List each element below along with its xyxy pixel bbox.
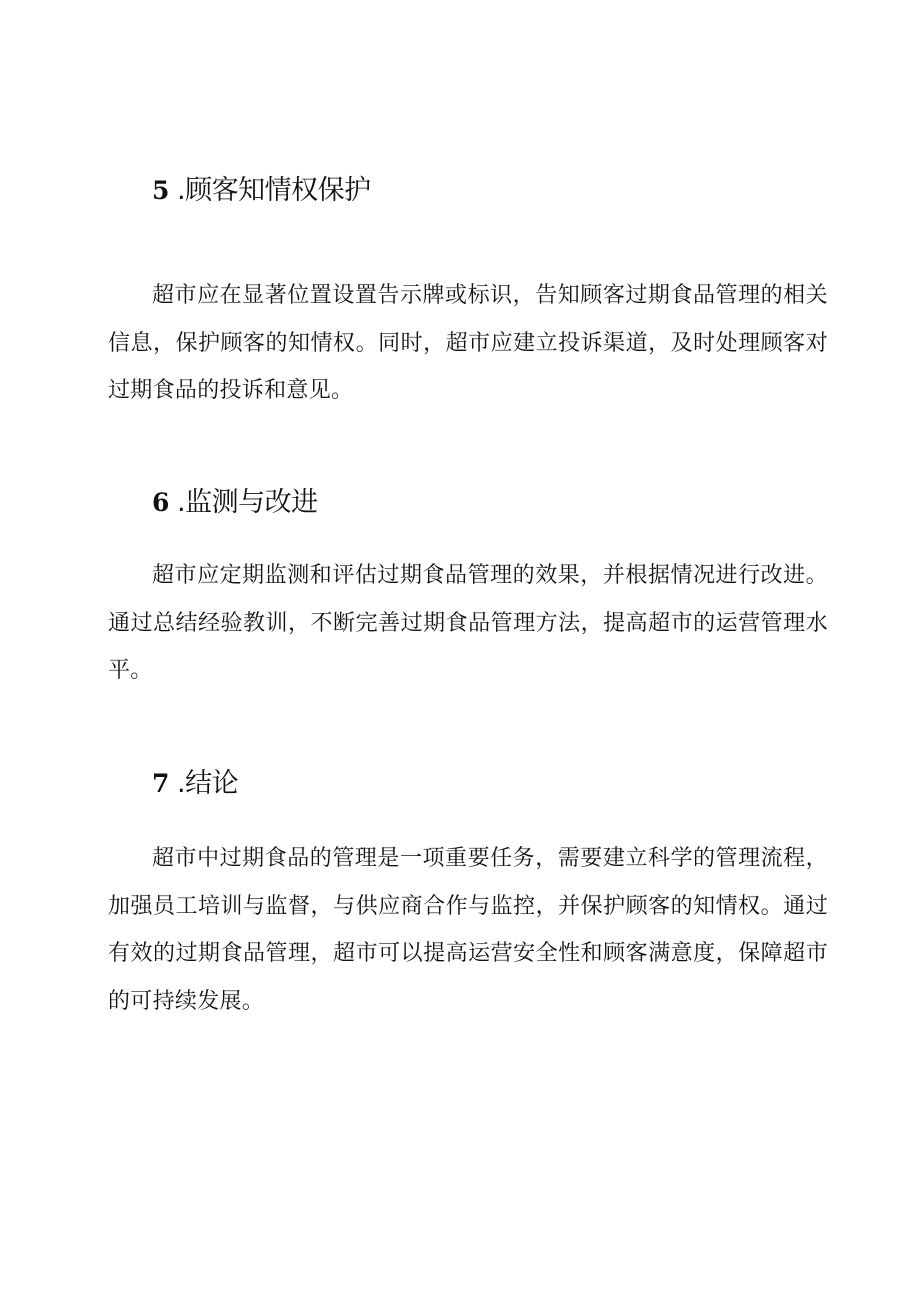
section-7-paragraph: 超市中过期食品的管理是一项重要任务，需要建立科学的管理流程，加强员工培训与监督，与供应商合作与监控，并保护顾客的知情权。通过有效的过期食品管理，超市可以提高运营安全性和顾客满意度，保障超市的可持续发展。 [108,846,828,1014]
section-title: .监测与改进 [177,487,318,518]
section-title: .顾客知情权保护 [177,175,371,206]
section-number: 5 [152,176,169,205]
section-5-paragraph: 超市应在显著位置设置告示牌或标识，告知顾客过期食品管理的相关信息，保护顾客的知情权。同时，超市应建立投诉渠道，及时处理顾客对过期食品的投诉和意见。 [108,283,828,403]
section-number: 6 [152,488,169,517]
section-6-paragraph: 超市应定期监测和评估过期食品管理的效果，并根据情况进行改进。通过总结经验教训，不断完善过期食品管理方法，提高超市的运营管理水平。 [108,563,828,683]
section-5-heading [152,173,371,209]
section-title: .结论 [177,768,239,799]
section-6-heading [152,485,318,521]
section-number: 7 [152,769,169,798]
section-7-heading [152,766,238,802]
